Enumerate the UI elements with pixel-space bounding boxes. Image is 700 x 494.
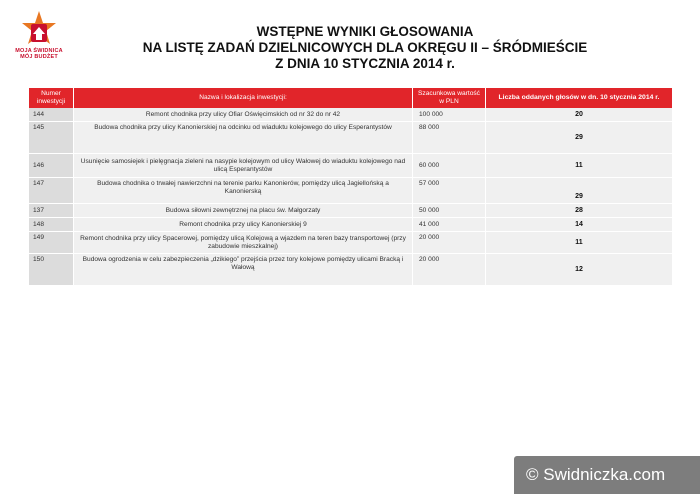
row-cost: 100 000 (413, 108, 486, 122)
table-row (29, 108, 673, 122)
row-votes: 28 (486, 204, 673, 218)
row-name: Budowa siłowni zewnętrznej na placu św. Małgorzaty (74, 204, 413, 218)
row-cost: 20 000 (413, 254, 486, 286)
row-number: 148 (29, 218, 74, 232)
watermark-text: © Swidniczka.com (526, 465, 666, 484)
row-votes: 11 (486, 154, 673, 178)
city-emblem-icon (19, 10, 59, 48)
row-cost: 20 000 (413, 232, 486, 254)
logo-line1: MOJA ŚWIDNICA (15, 48, 63, 54)
row-votes: 12 (486, 254, 673, 286)
row-name: Remont chodnika przy ulicy Kanonierskiej 9 (74, 218, 413, 232)
row-cost: 41 000 (413, 218, 486, 232)
row-number: 149 (29, 232, 74, 254)
row-votes: 29 (486, 178, 673, 204)
title-line1: WSTĘPNE WYNIKI GŁOSOWANIA (256, 24, 474, 39)
table-row (29, 178, 673, 204)
row-name: Budowa chodnika o trwałej nawierzchni na terenie parku Kanonierów, pomiędzy ulicą Jagiellońską a Kanonierską (74, 178, 413, 204)
row-votes: 11 (486, 232, 673, 254)
table-row (29, 154, 673, 178)
row-number: 147 (29, 178, 74, 204)
header-name: Nazwa i lokalizacja inwestycji: (74, 88, 413, 108)
header-votes: Liczba oddanych głosów w dn. 10 stycznia 2014 r. (486, 88, 673, 108)
results-table (29, 88, 673, 286)
title-line2: NA LISTĘ ZADAŃ DZIELNICOWYCH DLA OKRĘGU II – ŚRÓDMIEŚCIE (142, 40, 588, 55)
logo (8, 10, 70, 60)
row-name: Remont chodnika przy ulicy Ofiar Oświęcimskich od nr 32 do nr 42 (74, 108, 413, 122)
row-name: Budowa chodnika przy ulicy Kanonierskiej na odcinku od wiaduktu kolejowego do ulicy Esperantystów (74, 122, 413, 154)
row-cost: 88 000 (413, 122, 486, 154)
header-number: Numer inwestycji (29, 88, 74, 108)
watermark (514, 456, 700, 494)
page-title (90, 24, 640, 72)
row-number: 144 (29, 108, 74, 122)
row-name: Remont chodnika przy ulicy Spacerowej, pomiędzy ulicą Kolejową a wjazdem na teren bazy transportowej (przy zabudowie mieszkalnej) (74, 232, 413, 254)
row-name: Budowa ogrodzenia w celu zabezpieczenia „dzikiego” przejścia przez tory kolejowe pomiędzy ulicami Bracką i Wałową (74, 254, 413, 286)
table-row (29, 254, 673, 286)
table-row (29, 122, 673, 154)
row-votes: 14 (486, 218, 673, 232)
row-name: Usunięcie samosiejek i pielęgnacja zieleni na nasypie kolejowym od ulicy Wałowej do wiaduktu kolejowego nad ulicą Esperantystów (74, 154, 413, 178)
table-row (29, 232, 673, 254)
logo-line2: MÓJ BUDŻET (20, 54, 58, 60)
title-line3: Z DNIA 10 STYCZNIA 2014 r. (275, 56, 455, 71)
row-number: 150 (29, 254, 74, 286)
row-cost: 57 000 (413, 178, 486, 204)
row-number: 146 (29, 154, 74, 178)
row-votes: 29 (486, 122, 673, 154)
row-votes: 20 (486, 108, 673, 122)
header-cost: Szacunkowa wartość w PLN (413, 88, 486, 108)
row-cost: 60 000 (413, 154, 486, 178)
table-row (29, 204, 673, 218)
row-number: 137 (29, 204, 74, 218)
table-header-row (29, 88, 673, 108)
row-cost: 50 000 (413, 204, 486, 218)
table-row (29, 218, 673, 232)
row-number: 145 (29, 122, 74, 154)
